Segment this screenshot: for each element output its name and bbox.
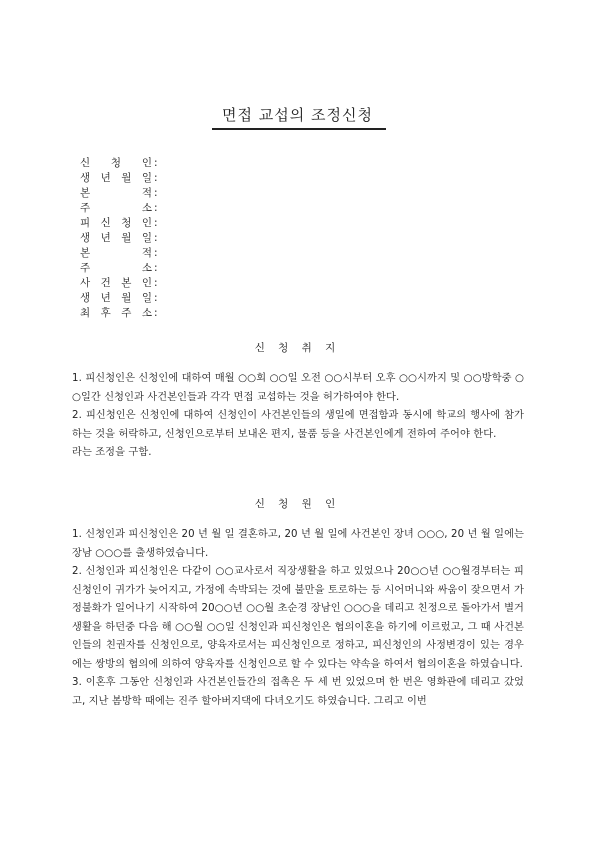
info-field: [80, 171, 158, 186]
info-field-label: [80, 186, 152, 201]
paragraph: 3. 이혼후 그동안 신청인과 사건본인들간의 접촉은 두 세 번 있었으며 한 번은 영화관에 데리고 갔었고, 지난 봄방학 때에는 진주 할아버지댁에 다녀오기도 하였습니다. 그리고 이번: [72, 677, 524, 707]
info-field: [80, 216, 158, 231]
label-char: 본: [80, 247, 91, 259]
label-char: 소: [141, 202, 152, 214]
paragraph: 라는 조정을 구함.: [72, 447, 152, 458]
label-char: 월: [121, 172, 132, 184]
label-char: 주: [80, 202, 91, 214]
info-field-label: [80, 246, 152, 261]
label-char: 생: [80, 172, 91, 184]
purpose-body: [72, 370, 524, 463]
info-field: [80, 186, 158, 201]
info-field: [80, 261, 158, 276]
paragraph: 2. 피신청인은 신청인에 대하여 신청인이 사건본인들의 생일에 면접함과 동시에 학교의 행사에 참가하는 것을 허락하고, 신청인으로부터 보내온 편지, 물품 등을 사건본인에게 전하여 주어야 한다.: [72, 410, 524, 440]
paragraph: 2. 신청인과 피신청인은 다같이 ○○교사로서 직장생활을 하고 있었으나 20○○년 ○○월경부터는 피신청인이 귀가가 늦어지고, 가정에 속박되는 것에 불만을 토로하는 등 시어머니와 싸움이 잦으면서 가정불화가 일어나기 시작하여 20○○년 ○○월 초순경 장남인 ○○○을 데리고 친정으로 돌아가서 별거생활을 하던중 다음 해 ○○월 ○○일 신청인과 피신청인은 협의이혼을 하기에 이르렀고, 그 때 사건본인들의 친권자를 신청인으로, 양육자로서는 피신청인으로 정하고, 피신청인의 사정변경이 있는 경우에는 쌍방의 협의에 의하여 양육자를 신청인으로 할 수 있다는 약속을 하여서 협의이혼을 하였습니다.: [72, 566, 524, 670]
label-char: 적: [141, 187, 152, 199]
info-field-colon: :: [154, 262, 158, 274]
label-char: 최: [80, 307, 91, 319]
label-char: 사: [80, 277, 91, 289]
info-field-label: [80, 231, 152, 246]
paragraph: 1. 신청인과 피신청인은 20 년 월 일 결혼하고, 20 년 월 일에 사건본인 장녀 ○○○, 20 년 월 일에는 장남 ○○○를 출생하였습니다.: [72, 529, 524, 559]
info-field-label: [80, 291, 152, 306]
info-field: [80, 306, 158, 321]
label-char: 신: [100, 217, 111, 229]
label-char: 본: [121, 277, 132, 289]
label-char: 월: [121, 232, 132, 244]
label-char: 인: [141, 277, 152, 289]
label-char: 월: [121, 292, 132, 304]
label-char: 소: [141, 307, 152, 319]
label-char: 주: [80, 262, 91, 274]
info-field-label: [80, 201, 152, 216]
info-field-label: [80, 216, 152, 231]
info-field-label: [80, 276, 152, 291]
info-field-label: [80, 261, 152, 276]
info-field-colon: :: [154, 307, 158, 319]
info-field: [80, 156, 158, 171]
label-char: 생: [80, 232, 91, 244]
info-field-colon: :: [154, 217, 158, 229]
label-char: 일: [141, 172, 152, 184]
info-field: [80, 201, 158, 216]
info-field-colon: :: [154, 277, 158, 289]
label-char: 적: [141, 247, 152, 259]
info-field-colon: :: [154, 232, 158, 244]
info-field-colon: :: [154, 247, 158, 259]
label-char: 생: [80, 292, 91, 304]
cause-body: [72, 526, 524, 711]
paragraph: 1. 피신청인은 신청인에 대하여 매월 ○○회 ○○일 오전 ○○시부터 오후 ○○시까지 및 ○○방학중 ○○일간 신청인과 사건본인들과 각각 면접 교섭하는 것을 허가하여야 한다.: [72, 373, 524, 403]
label-char: 년: [100, 232, 111, 244]
label-char: 피: [80, 217, 91, 229]
label-char: 일: [141, 292, 152, 304]
purpose-heading: 신 청 취 지: [254, 342, 341, 354]
label-char: 일: [141, 232, 152, 244]
label-char: 본: [80, 187, 91, 199]
label-char: 주: [121, 307, 132, 319]
label-char: 건: [100, 277, 111, 289]
title-underline: [212, 128, 386, 130]
label-char: 신: [80, 157, 91, 169]
label-char: 청: [110, 157, 122, 169]
info-field-colon: :: [154, 292, 158, 304]
info-field: [80, 291, 158, 306]
info-field-label: [80, 306, 152, 321]
label-char: 후: [100, 307, 111, 319]
info-field: [80, 276, 158, 291]
info-field-label: [80, 171, 152, 186]
info-field-colon: :: [154, 202, 158, 214]
info-field-colon: :: [154, 172, 158, 184]
party-info-list: [80, 156, 158, 321]
label-char: 인: [141, 157, 152, 169]
label-char: 인: [141, 217, 152, 229]
label-char: 년: [100, 292, 111, 304]
label-char: 소: [141, 262, 152, 274]
label-char: 년: [100, 172, 111, 184]
info-field-label: [80, 156, 152, 171]
info-field: [80, 231, 158, 246]
info-field-colon: :: [154, 187, 158, 199]
label-char: 청: [121, 217, 132, 229]
cause-heading: 신 청 원 인: [254, 498, 341, 510]
info-field-colon: :: [154, 157, 158, 169]
info-field: [80, 246, 158, 261]
document-title: 면접 교섭의 조정신청: [222, 106, 373, 124]
